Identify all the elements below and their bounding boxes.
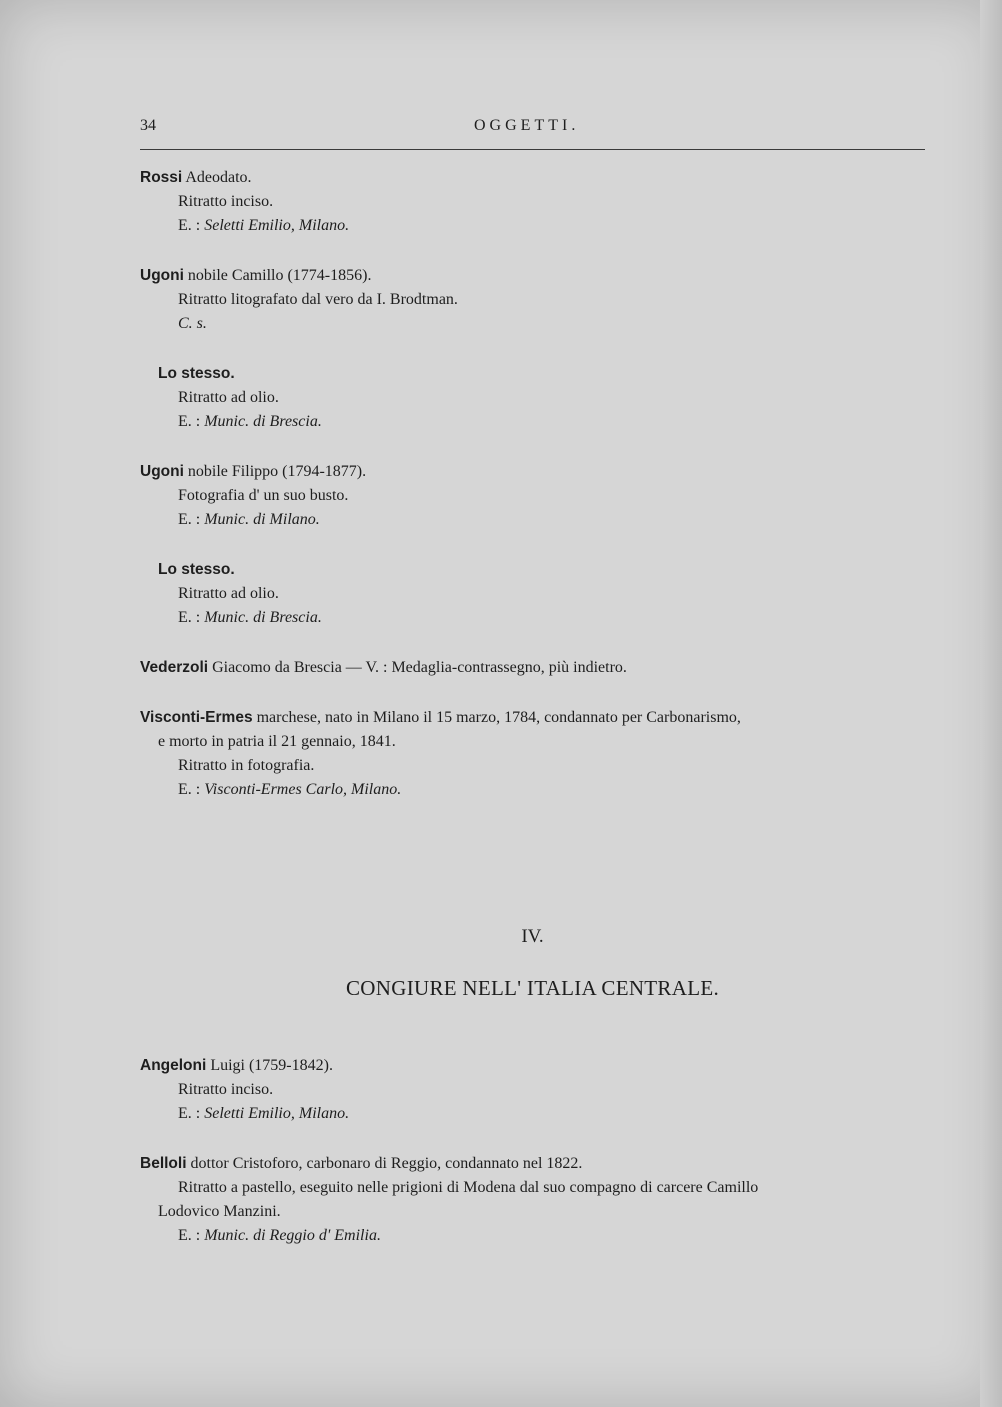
line-text: Ritratto a pastello, eseguito nelle prigioni di Modena dal suo compagno di carcere Camillo — [178, 1179, 759, 1196]
line-text: E. : — [178, 217, 205, 234]
entry-heading — [140, 1054, 940, 1078]
source-location: Munic. di Brescia. — [204, 609, 322, 626]
entries-list-section-iv — [140, 1054, 940, 1274]
entry-detail — [140, 312, 940, 336]
entry-heading — [140, 656, 940, 680]
catalog-entry — [140, 460, 940, 532]
catalog-entry — [140, 706, 940, 802]
line-text: Ritratto inciso. — [178, 1081, 274, 1098]
entry-name: Belloli — [140, 1155, 187, 1172]
line-text: Fotografia d' un suo busto. — [178, 487, 349, 504]
entry-name: Vederzoli — [140, 659, 209, 676]
entry-heading — [140, 362, 940, 386]
entry-detail — [140, 190, 940, 214]
source-location: Seletti Emilio, Milano. — [204, 1105, 350, 1122]
entry-detail — [140, 484, 940, 508]
entry-heading — [140, 166, 940, 190]
section-numeral: IV. — [521, 926, 544, 947]
source-location: Seletti Emilio, Milano. — [204, 217, 350, 234]
entry-heading — [140, 1152, 940, 1176]
entry-detail — [140, 1224, 940, 1248]
entry-description: Adeodato. — [182, 169, 252, 186]
entry-heading — [140, 558, 940, 582]
source-location: Munic. di Brescia. — [204, 413, 322, 430]
line-text: E. : — [178, 1105, 205, 1122]
entry-heading — [140, 264, 940, 288]
line-text: E. : — [178, 609, 205, 626]
entry-detail — [140, 410, 940, 434]
entries-list — [140, 166, 940, 828]
catalog-entry — [140, 264, 940, 336]
catalog-entry — [140, 362, 940, 434]
entry-detail — [140, 214, 940, 238]
line-text: E. : — [178, 781, 205, 798]
entry-description: nobile Camillo (1774-1856). — [183, 267, 372, 284]
entry-name: Rossi — [140, 169, 183, 186]
section-title: CONGIURE NELL' ITALIA CENTRALE. — [345, 976, 720, 1000]
entry-detail — [140, 1078, 940, 1102]
catalog-entry — [140, 656, 940, 680]
scan-edge — [980, 0, 1002, 1407]
entry-continuation — [140, 730, 940, 754]
entry-detail — [140, 1102, 940, 1126]
source-location: C. s. — [178, 315, 207, 332]
line-text: Ritratto inciso. — [178, 193, 274, 210]
entry-detail — [140, 778, 940, 802]
line-text: Ritratto in fotografia. — [178, 757, 315, 774]
line-text: E. : — [178, 1227, 205, 1244]
line-text: E. : — [178, 511, 205, 528]
line-text: Ritratto litografato dal vero da I. Brodtman. — [178, 291, 458, 308]
entry-description: nobile Filippo (1794-1877). — [183, 463, 367, 480]
entry-detail — [140, 754, 940, 778]
entry-detail — [140, 288, 940, 312]
entry-description: dottor Cristoforo, carbonaro di Reggio, condannato nel 1822. — [186, 1155, 583, 1172]
source-location: Munic. di Reggio d' Emilia. — [204, 1227, 381, 1244]
header-rule — [140, 149, 925, 150]
entry-description: Giacomo da Brescia — V. : Medaglia-contrassegno, più indietro. — [208, 659, 627, 676]
source-location: Visconti-Ermes Carlo, Milano. — [204, 781, 402, 798]
entry-name: Visconti-Ermes — [140, 709, 253, 726]
page-header — [140, 117, 925, 139]
catalog-entry — [140, 1054, 940, 1126]
entry-description: marchese, nato in Milano il 15 marzo, 1784, condannato per Carbonarismo, — [252, 709, 741, 726]
entry-detail — [140, 606, 940, 630]
catalog-entry — [140, 1152, 940, 1248]
line-text: E. : — [178, 413, 205, 430]
line-text: Lodovico Manzini. — [158, 1203, 281, 1220]
entry-detail — [140, 1176, 940, 1200]
entry-name: Angeloni — [140, 1057, 207, 1074]
line-text: Ritratto ad olio. — [178, 585, 279, 602]
entry-detail — [140, 582, 940, 606]
entry-heading — [140, 460, 940, 484]
entry-name: Ugoni — [140, 267, 184, 284]
entry-description: Luigi (1759-1842). — [206, 1057, 333, 1074]
catalog-entry — [140, 166, 940, 238]
entry-name: Lo stesso. — [158, 561, 235, 578]
line-text: Ritratto ad olio. — [178, 389, 279, 406]
entry-name: Lo stesso. — [158, 365, 235, 382]
page-number: 34 — [140, 117, 156, 134]
running-title: OGGETTI. — [474, 117, 580, 134]
entry-heading — [140, 706, 940, 730]
source-location: Munic. di Milano. — [204, 511, 320, 528]
line-text: e morto in patria il 21 gennaio, 1841. — [158, 733, 396, 750]
entry-detail — [140, 386, 940, 410]
entry-detail — [140, 508, 940, 532]
catalog-entry — [140, 558, 940, 630]
entry-continuation — [140, 1200, 940, 1224]
entry-name: Ugoni — [140, 463, 184, 480]
